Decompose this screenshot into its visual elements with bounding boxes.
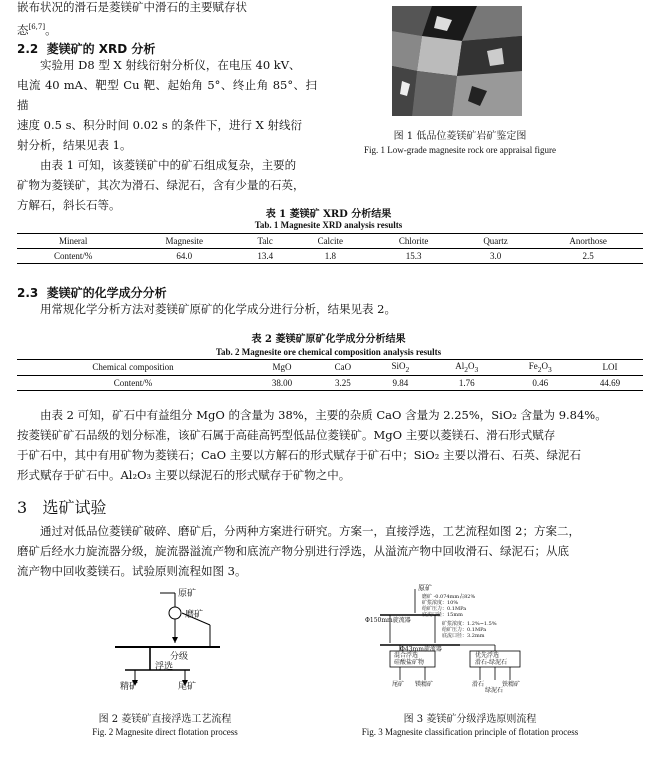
table-header-row: Chemical composition MgO CaO SiO$_2$ $Al_2O_3$ $Fe_2O_3$ LOI: [17, 360, 643, 376]
fig2-tailings: 尾矿: [178, 682, 197, 692]
rock-micrograph-image: [392, 6, 522, 116]
fig3-note-1: 磨矿 -0.074mm占82%: [422, 594, 476, 600]
table-header-row: Mineral Magnesite Talc Calcite Chlorite Quartz Anorthose: [17, 234, 643, 249]
chem-method-paragraph: 用常规化学分析方法对菱镁矿原矿的化学成分进行分析，结果见表 2。: [40, 302, 396, 316]
fig3-caption-cn: 图 3 菱镁矿分级浮选原则流程: [403, 714, 537, 725]
table2-title-cn: 表 2 菱镁矿原矿化学成分分析结果: [251, 334, 406, 345]
fig2-caption-cn: 图 2 菱镁矿直接浮选工艺流程: [98, 714, 232, 725]
fig3-flowchart: [360, 585, 570, 695]
fig3-note-5: 矿浆浓度：1.2%~1.5%: [442, 621, 497, 627]
fig2-concentrate: 精矿: [120, 682, 139, 692]
fig3-note-6: 给矿压力：0.1MPa: [442, 627, 487, 633]
fig3-cyclone-43: Φ43mm旋流器: [400, 646, 442, 653]
fig3-out-fe-conc: 铁精矿: [502, 681, 521, 688]
table-row: Content/% 64.0 13.4 1.8 15.3 3.0 2.5: [17, 249, 643, 264]
fig3-box2-title: 优先浮选: [475, 652, 500, 659]
fig3-caption-en: Fig. 3 Magnesite classification principle of flotation process: [361, 727, 579, 737]
fig3-out-chlorite: 绿泥石: [485, 687, 504, 694]
fig2-classification: 分级: [170, 652, 189, 662]
table2-title-en: Tab. 2 Magnesite ore chemical composition analysis results: [215, 347, 442, 357]
table1-title-en: Tab. 1 Magnesite XRD analysis results: [254, 220, 403, 230]
xrd-results-table: [17, 233, 643, 264]
section-2-3-heading: 2.3 菱镁矿的化学成分分析: [17, 286, 167, 300]
fig1-caption-cn: 图 1 低品位菱镁矿岩矿鉴定图: [393, 131, 527, 142]
chemical-composition-table: [17, 359, 643, 391]
fig3-note-2: 矿浆浓度：10%: [422, 600, 459, 606]
fig2-grinding: 磨矿: [185, 610, 204, 620]
fig3-box1-sub: 硅酸盐矿物: [394, 659, 425, 666]
composition-discussion-paragraph: 由表 2 可知，矿石中有益组分 MgO 的含量为 38%，主要的杂质 CaO 含量为 2.25%，SiO₂ 含量为 9.84%。 按菱镁矿矿石品级的划分标准，该矿石属于高硅高钙型低品位菱镁矿。MgO 主要以菱镁石、滑石形式赋存 于矿石中，其中有用矿物为菱镁石；CaO 主要以方解石的形式赋存于矿石中；SiO₂ 主要以滑石、石英、绿泥石 形式赋存于矿石中。Al₂O₃ 主要以绿泥石的形式赋存于矿物之中。: [17, 408, 607, 482]
fig3-raw-ore: 原矿: [418, 584, 432, 592]
fig3-box1-title: 混合浮选: [394, 652, 419, 659]
xrd-method-paragraph: 实验用 D8 型 X 射线衍射分析仪，在电压 40 kV、 电流 40 mA、靶型 Cu 靶、起始角 5°、终止角 85°、扫描 速度 0.5 s、积分时间 0.02 s 的条件下，进行 X 射线衍 射分析，结果见表 1。 由表 1 可知，该菱镁矿中的矿石组成复杂，主要的 矿物为菱镁矿，其次为滑石、绿泥石，含有少量的石英， 方解石，斜长石等。: [17, 58, 317, 212]
fig2-flotation: 浮选: [155, 662, 174, 672]
fig2-flowchart: [70, 585, 300, 690]
table-row: Content/% 38.00 3.25 9.84 1.76 0.46 44.69: [17, 375, 643, 390]
top-line-2: 态[6,7]。: [17, 22, 57, 37]
fig3-note-3: 给矿压力：0.1MPa: [422, 606, 467, 612]
fig1-caption-en: Fig. 1 Low-grade magnesite rock ore appraisal figure: [364, 145, 556, 155]
fig2-raw-ore: 原矿: [178, 589, 197, 599]
fig3-out-talc: 滑石: [472, 681, 485, 688]
top-paragraph: [17, 0, 317, 40]
fig3-note-7: 底流口径：3.2mm: [442, 633, 485, 639]
section-number: 2.2: [17, 42, 39, 56]
section-3-heading: 3 选矿试验: [17, 498, 107, 517]
fig3-note-4: 底流口径：15mm: [422, 612, 463, 618]
fig3-out-tailings: 尾矿: [392, 681, 405, 688]
section-title: 菱镁矿的 XRD 分析: [46, 42, 156, 56]
fig3-cyclone-150: Φ150mm旋流器: [365, 617, 411, 624]
table1-title-cn: 表 1 菱镁矿 XRD 分析结果: [265, 209, 392, 220]
fig2-caption-en: Fig. 2 Magnesite direct flotation process: [92, 727, 238, 737]
fig3-out-mg-conc: 镁精矿: [415, 681, 434, 688]
beneficiation-paragraph: 通过对低品位菱镁矿破碎、磨矿后，分两种方案进行研究。方案一，直接浮选，工艺流程如图 2；方案二， 磨矿后经水力旋流器分级，旋流器溢流产物和底流产物分别进行浮选，从溢流产物中回收滑石、绿泥石；从底 流产物中回收菱镁石。试验原则流程如图 3。: [17, 524, 580, 578]
top-line-1: 嵌布状况的滑石是菱镁矿中滑石的主要赋存状: [17, 0, 247, 14]
fig3-box2-sub: 滑石-绿泥石: [475, 659, 508, 666]
